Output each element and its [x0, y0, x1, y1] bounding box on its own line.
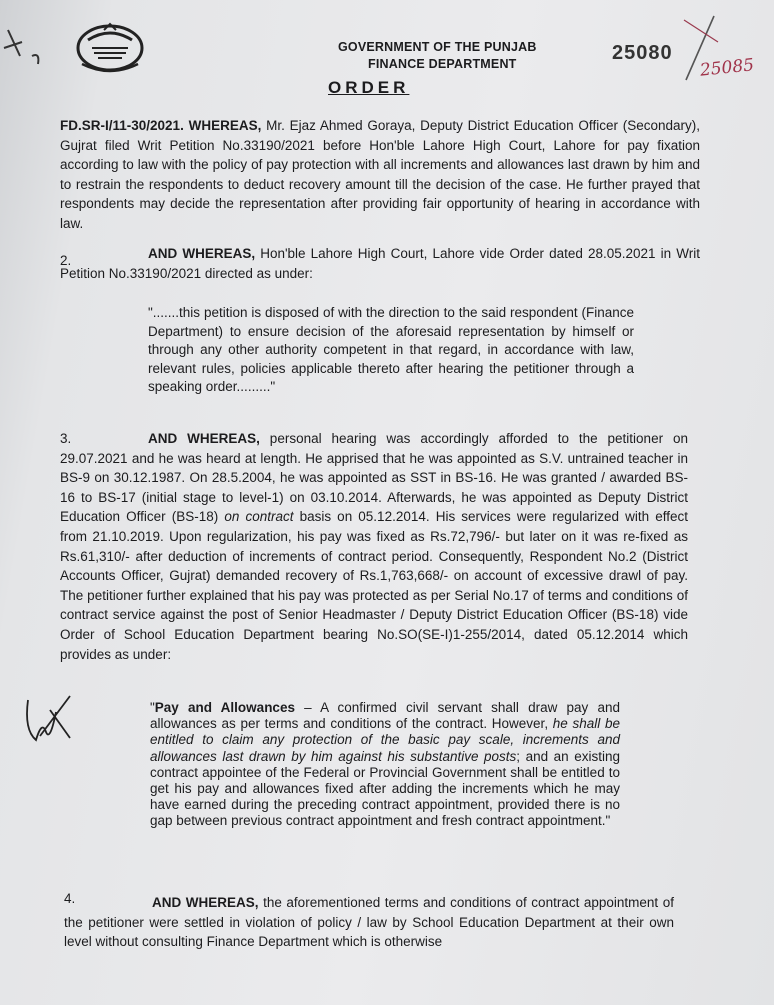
paragraph-4 — [64, 893, 674, 952]
paragraph-2-text: Hon'ble Lahore High Court, Lahore vide Order dated 28.05.2021 in Writ Petition No.33190/2021 directed as under: — [60, 246, 700, 281]
paragraph-3-text-b: basis on 05.12.2014. His services were regularized with effect from 21.10.2019. Upon regularization, his pay was fixed as Rs.72,796/- but later on it was re-fixed as Rs.61,310/- after deduction of increments of contract period. Consequently, Respondent No.2 (District Accounts Officer, Gujrat) demanded recovery of Rs.1,763,668/- on account of excessive drawl of pay. The petitioner further explained that his pay was protected as per Serial No.17 of terms and conditions of contract service against the post of Senior Headmaster / Deputy District Education Officer (BS-18) vide Order of School Education Department bearing No.SO(SE-I)1-255/2014, dated 05.12.2014 which provides as under: — [60, 509, 688, 662]
paragraph-3-number: 3. — [60, 431, 72, 446]
paragraph-3 — [60, 429, 688, 664]
initials-signature — [22, 690, 78, 752]
quote-heading: Pay and Allowances — [154, 700, 295, 715]
corner-ink-mark — [2, 26, 46, 70]
department-heading: FINANCE DEPARTMENT — [368, 57, 517, 71]
court-order-quote: ".......this petition is disposed of with the direction to the said respondent (Finance Department) to ensure decision of the aforesaid representation by himself or through any other authority competent in that regard, in accordance with law, relevant rules, policies applicable thereto after hearing the petitioner through a speaking order........." — [148, 305, 634, 394]
paragraph-2-lead: AND WHEREAS, — [148, 246, 256, 261]
paragraph-3-italic: on contract — [224, 509, 294, 525]
paragraph-1-lead: WHEREAS, — [188, 118, 262, 133]
paragraph-2-number: 2. — [60, 253, 72, 268]
paragraph-3-text-a: personal hearing was accordingly afforded to the petitioner on 29.07.2021 and he was heard at length. He apprised that he was appointed as S.V. untrained teacher in BS-9 on 30.12.1987. On 28.5.2004, he was appointed as SST in BS-16. He was granted / awarded BS-16 to BS-17 (initial stage to level-1) on 03.10.2014. Afterwards, he was appointed as Deputy District Education Officer (BS-18) — [60, 431, 688, 525]
diary-number-stamp: 25080 — [612, 42, 673, 64]
paragraph-4-text: the aforementioned terms and conditions of contract appointment of the petitioner were settled in violation of policy / law by School Education Department at their own level without consulting Finance Department which is otherwise — [64, 895, 674, 950]
quote-open-mark: " — [150, 700, 155, 715]
paragraph-1-text: Mr. Ejaz Ahmed Goraya, Deputy District Education Officer (Secondary), Gujrat filed Writ Petition No.33190/2021 before Hon'ble Lahore High Court, Lahore for pay fixation according to law with the policy of pay protection with all increments and allowances last drawn by him and to restrain the respondents to deduct recovery amount till the decision of the case. He further prayed that respondents may decide the representation after providing fair opportunity of hearing in accordance with law. — [60, 118, 700, 231]
paragraph-1 — [60, 116, 700, 234]
contract-terms-quote — [150, 700, 620, 830]
paragraph-4-lead: AND WHEREAS, — [152, 895, 259, 910]
government-heading: GOVERNMENT OF THE PUNJAB — [338, 40, 537, 54]
paragraph-2 — [60, 244, 700, 283]
paragraph-3-lead: AND WHEREAS, — [148, 431, 260, 446]
quote-text-b: ; and an existing contract appointee of the Federal or Provincial Government shall be entitled to get his pay and allowances fixed after adding the increments which he may have earned during the preceding contract appointment, provided there is no gap between previous contract appointment and fresh contract appointment." — [150, 748, 620, 829]
punjab-government-logo — [74, 20, 146, 74]
handwritten-diary-number: 25085 — [699, 55, 755, 81]
reference-number: FD.SR-I/11-30/2021. — [60, 118, 184, 133]
paragraph-4-number: 4. — [64, 891, 76, 906]
quote-text-a: – A confirmed civil servant shall draw pay and allowances as per terms and conditions of the contract. However, — [150, 700, 620, 732]
order-title: ORDER — [328, 78, 410, 97]
quote-italic: he shall be entitled to claim any protection of the basic pay scale, increments and allowances last drawn by him against his substantive posts — [150, 716, 620, 764]
